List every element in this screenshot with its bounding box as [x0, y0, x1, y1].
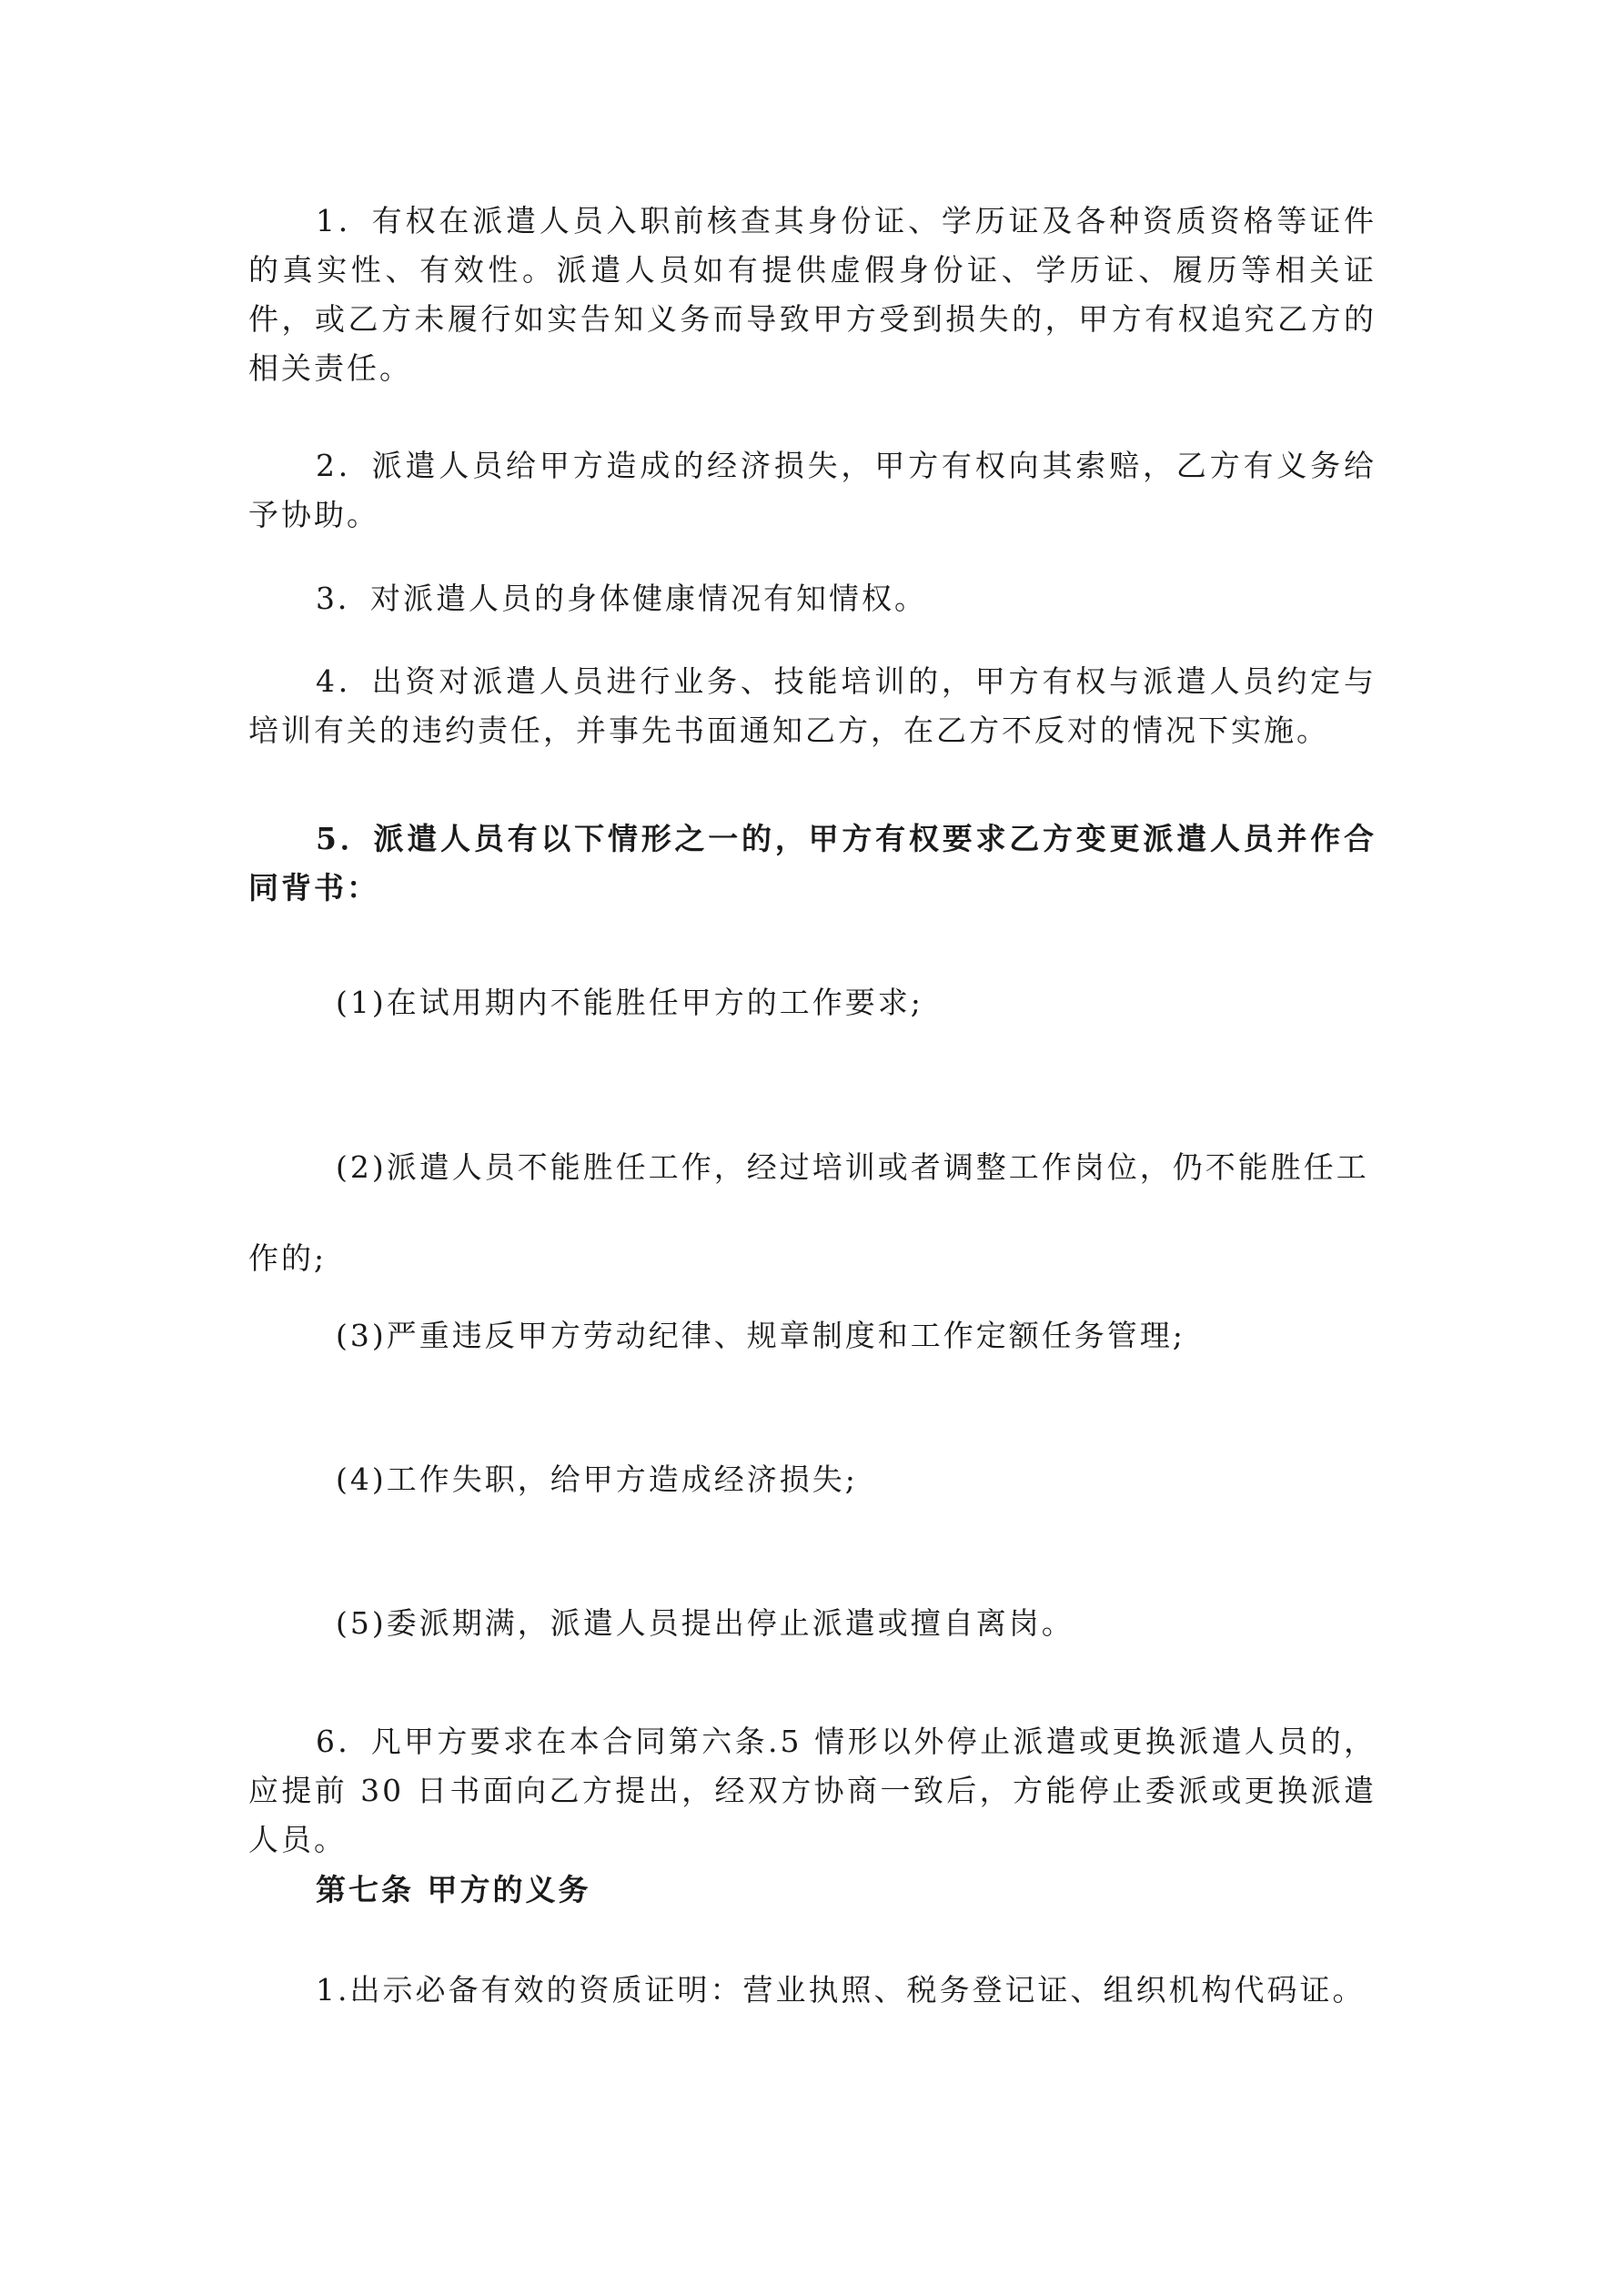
clause-item-1: 1．有权在派遣人员入职前核查其身份证、学历证及各种资质资格等证件的真实性、有效性。派遣人员如有提供虚假身份证、学历证、履历等相关证件，或乙方未履行如实告知义务而导致甲方受到损失的，甲方有权追究乙方的相关责任。	[248, 203, 1377, 386]
section-heading: 第七条 甲方的义务	[316, 1872, 591, 1907]
subitem-5: (5)委派期满，派遣人员提出停止派遣或擅自离岗。	[336, 1605, 1074, 1641]
subitem-4: (4)工作失职，给甲方造成经济损失;	[336, 1462, 858, 1497]
clause-item-6: 6．凡甲方要求在本合同第六条.5 情形以外停止派遣或更换派遣人员的，应提前 30 日书面向乙方提出，经双方协商一致后，方能停止委派或更换派遣人员。	[248, 1724, 1377, 1857]
clause-item-5: 5．派遣人员有以下情形之一的，甲方有权要求乙方变更派遣人员并作合同背书：	[248, 821, 1377, 905]
subitem-3: (3)严重违反甲方劳动纪律、规章制度和工作定额任务管理;	[336, 1318, 1185, 1353]
section-clause-1: 1.出示必备有效的资质证明：营业执照、税务登记证、组织机构代码证。	[316, 1972, 1366, 2008]
clause-item-4: 4．出资对派遣人员进行业务、技能培训的，甲方有权与派遣人员约定与培训有关的违约责任，并事先书面通知乙方，在乙方不反对的情况下实施。	[248, 663, 1377, 748]
clause-item-3: 3．对派遣人员的身体健康情况有知情权。	[316, 581, 927, 616]
clause-item-2: 2．派遣人员给甲方造成的经济损失，甲方有权向其索赔，乙方有义务给予协助。	[248, 448, 1377, 532]
subitem-2: (2)派遣人员不能胜任工作，经过培训或者调整工作岗位，仍不能胜任工作的;	[248, 1149, 1369, 1276]
subitem-1: (1)在试用期内不能胜任甲方的工作要求;	[336, 985, 923, 1020]
